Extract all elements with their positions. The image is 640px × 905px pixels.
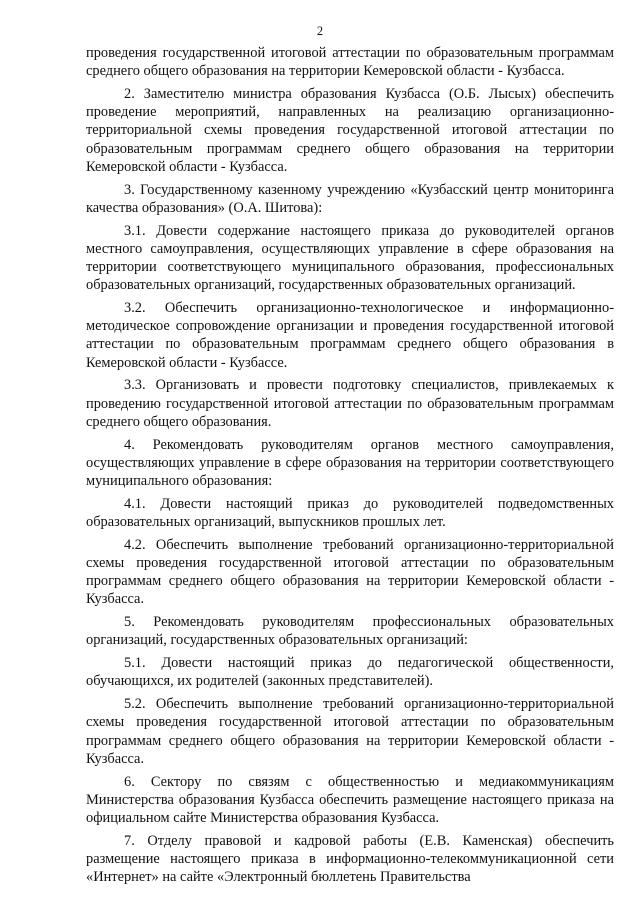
paragraph-item-3-3: 3.3. Организовать и провести подготовку специалистов, привлекаемых к проведению государственной итоговой аттестации по образовательным программам среднего общего образования. [86, 377, 614, 430]
paragraph-item-5-2: 5.2. Обеспечить выполнение требований организационно-территориальной схемы проведения государственной итоговой аттестации по образовательным программам среднего общего образования на территории Кемеровской области - Кузбасса. [86, 696, 614, 767]
paragraph-item-5: 5. Рекомендовать руководителям профессиональных образовательных организаций, государственных образовательных организаций: [86, 614, 614, 649]
paragraph-item-2: 2. Заместителю министра образования Кузбасса (О.Б. Лысых) обеспечить проведение мероприятий, направленных на реализацию организационно-территориальной схемы проведения государственной итоговой аттестации по образовательным программам среднего общего образования на территории Кемеровской области - Кузбасса. [86, 86, 614, 175]
document-body [86, 44, 614, 891]
paragraph-item-3-1: 3.1. Довести содержание настоящего приказа до руководителей органов местного самоуправления, осуществляющих управление в сфере образования на территории соответствующего муниципального образования, профессиональных образовательных организаций, государственных образовательных организаций. [86, 222, 614, 294]
paragraph-item-4-1: 4.1. Довести настоящий приказ до руководителей подведомственных образовательных организаций, выпускников прошлых лет. [86, 495, 614, 531]
paragraph-item-6: 6. Сектору по связям с общественностью и медиакоммуникациям Министерства образования Кузбасса обеспечить размещение настоящего приказа на официальном сайте Министерства образования Кузбасса. [86, 773, 614, 827]
paragraph-item-7: 7. Отделу правовой и кадровой работы (Е.В. Каменская) обеспечить размещение настоящего приказа в информационно-телекоммуникационной сети «Интернет» на сайте «Электронный бюллетень Правительства [86, 832, 614, 886]
page-number: 2 [316, 24, 324, 38]
paragraph-item-4: 4. Рекомендовать руководителям органов местного самоуправления, осуществляющих управление в сфере образования на территории соответствующего муниципального образования: [86, 436, 614, 490]
paragraph-item-4-2: 4.2. Обеспечить выполнение требований организационно-территориальной схемы проведения государственной итоговой аттестации по образовательным программам среднего общего образования на территории Кемеровской области - Кузбасса. [86, 536, 614, 608]
paragraph-continuation: проведения государственной итоговой аттестации по образовательным программам среднего общего образования на территории Кемеровской области - Кузбасса. [86, 45, 614, 80]
paragraph-item-3-2: 3.2. Обеспечить организационно-технологическое и информационно-методическое сопровождение организации и проведения государственной итоговой аттестации по образовательным программам среднего общего образования в Кемеровской области - Кузбассе. [86, 300, 614, 371]
paragraph-item-3: 3. Государственному казенному учреждению «Кузбасский центр мониторинга качества образования» (О.А. Шитова): [86, 181, 614, 216]
paragraph-item-5-1: 5.1. Довести настоящий приказ до педагогической общественности, обучающихся, их родителей (законных представителей). [86, 655, 614, 690]
